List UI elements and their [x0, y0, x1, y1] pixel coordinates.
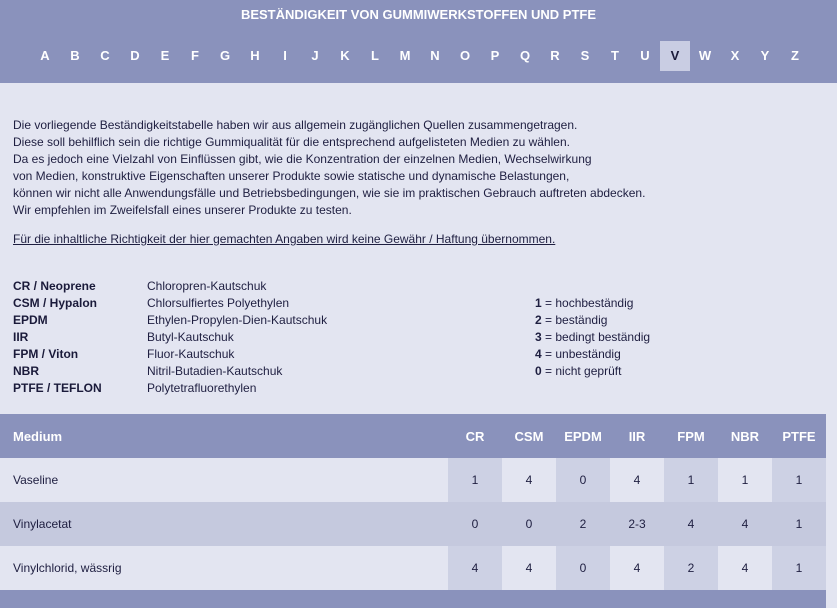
page-title: BESTÄNDIGKEIT VON GUMMIWERKSTOFFEN UND PTFE [240, 7, 597, 22]
column-header-csm: CSM [514, 428, 544, 444]
material-abbr: PTFE / TEFLON [13, 381, 102, 395]
rating-cell-cr: 0 [448, 502, 502, 546]
letter-link-u[interactable]: U [640, 48, 650, 63]
letter-link-w[interactable]: W [698, 48, 712, 63]
column-header-iir: IIR [628, 428, 646, 444]
rating-cell-cr: 1 [448, 458, 502, 502]
rating-cell-nbr: 4 [718, 546, 772, 590]
rating-label: = unbeständig [541, 347, 621, 361]
rating-cell-epdm: 0 [556, 458, 610, 502]
letter-link-s[interactable]: S [580, 48, 590, 63]
intro-line: Die vorliegende Beständigkeitstabelle haben wir aus allgemein zugänglichen Quellen zusammengetragen. [13, 118, 578, 132]
rating-cell-csm: 0 [502, 502, 556, 546]
rating-cell-iir: 4 [610, 546, 664, 590]
rating-code: 0 [535, 364, 542, 378]
material-name: Nitril-Butadien-Kautschuk [147, 364, 283, 378]
medium-cell: Vaseline [0, 458, 448, 502]
material-abbr: CSM / Hypalon [13, 296, 98, 310]
letter-link-t[interactable]: T [611, 48, 619, 63]
letter-link-p[interactable]: P [490, 48, 500, 63]
rating-code: 4 [535, 347, 542, 361]
letter-link-d[interactable]: D [130, 48, 140, 63]
rating-code: 3 [535, 330, 542, 344]
material-abbr: IIR [13, 330, 29, 344]
rating-cell-fpm: 4 [664, 502, 718, 546]
intro-text [13, 117, 823, 219]
rating-cell-ptfe: 1 [772, 546, 826, 590]
letter-link-g[interactable]: G [219, 48, 231, 63]
rating-cell-csm: 4 [502, 458, 556, 502]
letter-link-h[interactable]: H [250, 48, 260, 63]
table-row [0, 458, 826, 502]
rating-cell-epdm: 2 [556, 502, 610, 546]
material-name: Chloropren-Kautschuk [147, 279, 267, 293]
letter-link-n[interactable]: N [430, 48, 440, 63]
table-header-row [0, 414, 826, 458]
column-header-nbr: NBR [730, 428, 760, 444]
medium-cell: Vinylchlorid, wässrig [0, 546, 448, 590]
resistance-table-container [0, 414, 826, 590]
letter-link-r[interactable]: R [550, 48, 560, 63]
intro-line: Wir empfehlen im Zweifelsfall eines unserer Produkte zu testen. [13, 203, 352, 217]
rating-code: 2 [535, 313, 542, 327]
rating-label: = hochbeständig [541, 296, 634, 310]
rating-label: = bedingt beständig [541, 330, 651, 344]
letter-link-v[interactable]: V [660, 41, 690, 71]
rating-row [535, 329, 650, 346]
table-row [0, 546, 826, 590]
column-header-ptfe: PTFE [782, 428, 816, 444]
material-abbr: CR / Neoprene [13, 279, 96, 293]
scrollbar-gutter [826, 414, 837, 608]
column-header-cr: CR [465, 428, 485, 444]
rating-cell-fpm: 2 [664, 546, 718, 590]
disclaimer-link[interactable]: Für die inhaltliche Richtigkeit der hier gemachten Angaben wird keine Gewähr / Haftung übernommen. [13, 232, 556, 246]
letter-link-c[interactable]: C [100, 48, 110, 63]
letter-link-z[interactable]: Z [791, 48, 799, 63]
column-header-fpm: FPM [677, 428, 705, 444]
header-bar [0, 0, 837, 83]
rating-row [535, 295, 650, 312]
column-header-epdm: EPDM [564, 428, 602, 444]
letter-link-l[interactable]: L [371, 48, 379, 63]
rating-cell-fpm: 1 [664, 458, 718, 502]
intro-line: Da es jedoch eine Vielzahl von Einflüssen gibt, wie die Konzentration der einzelnen Medien, Wechselwirkung [13, 152, 592, 166]
table-row [0, 502, 826, 546]
rating-row [535, 346, 650, 363]
material-name: Polytetrafluorethylen [147, 381, 257, 395]
letter-link-o[interactable]: O [459, 48, 471, 63]
rating-cell-nbr: 4 [718, 502, 772, 546]
letter-link-f[interactable]: F [191, 48, 199, 63]
intro-line: Diese soll behilflich sein die richtige Gummiqualität für die entsprechend aufgelisteten Medien zu wählen. [13, 135, 570, 149]
rating-cell-iir: 4 [610, 458, 664, 502]
material-name: Ethylen-Propylen-Dien-Kautschuk [147, 313, 328, 327]
rating-cell-nbr: 1 [718, 458, 772, 502]
material-name: Butyl-Kautschuk [147, 330, 234, 344]
letter-link-k[interactable]: K [340, 48, 350, 63]
alphabet-nav [0, 41, 837, 71]
rating-cell-ptfe: 1 [772, 458, 826, 502]
rating-label: = nicht geprüft [541, 364, 622, 378]
resistance-table [0, 414, 826, 590]
rating-cell-cr: 4 [448, 546, 502, 590]
rating-row [535, 312, 650, 329]
letter-link-q[interactable]: Q [519, 48, 531, 63]
material-abbr: NBR [13, 364, 39, 378]
medium-cell: Vinylacetat [0, 502, 448, 546]
letter-link-b[interactable]: B [70, 48, 80, 63]
footer-bar [0, 590, 826, 608]
letter-link-a[interactable]: A [40, 48, 50, 63]
intro-line: von Medien, konstruktive Eigenschaften unserer Produkte sowie statische und dynamische Belastungen, [13, 169, 570, 183]
letter-link-x[interactable]: X [730, 48, 740, 63]
letter-link-e[interactable]: E [160, 48, 170, 63]
rating-row [535, 363, 650, 380]
table-body [0, 458, 826, 590]
rating-code: 1 [535, 296, 542, 310]
letter-link-y[interactable]: Y [760, 48, 770, 63]
rating-cell-csm: 4 [502, 546, 556, 590]
ratings-legend [535, 295, 650, 380]
material-name: Chlorsulfiertes Polyethylen [147, 296, 290, 310]
material-abbr: EPDM [13, 313, 48, 327]
rating-cell-epdm: 0 [556, 546, 610, 590]
rating-label: = beständig [541, 313, 608, 327]
rating-cell-ptfe: 1 [772, 502, 826, 546]
column-header-medium: Medium [13, 428, 63, 444]
letter-link-j[interactable]: J [311, 48, 319, 63]
letter-link-m[interactable]: M [399, 48, 411, 63]
material-abbr: FPM / Viton [13, 347, 79, 361]
material-name: Fluor-Kautschuk [147, 347, 235, 361]
intro-line: können wir nicht alle Anwendungsfälle und Betriebsbedingungen, wie sie im praktischen Gebrauch auftreten abdecken. [13, 186, 646, 200]
letter-link-i[interactable]: I [283, 48, 287, 63]
rating-cell-iir: 2-3 [610, 502, 664, 546]
